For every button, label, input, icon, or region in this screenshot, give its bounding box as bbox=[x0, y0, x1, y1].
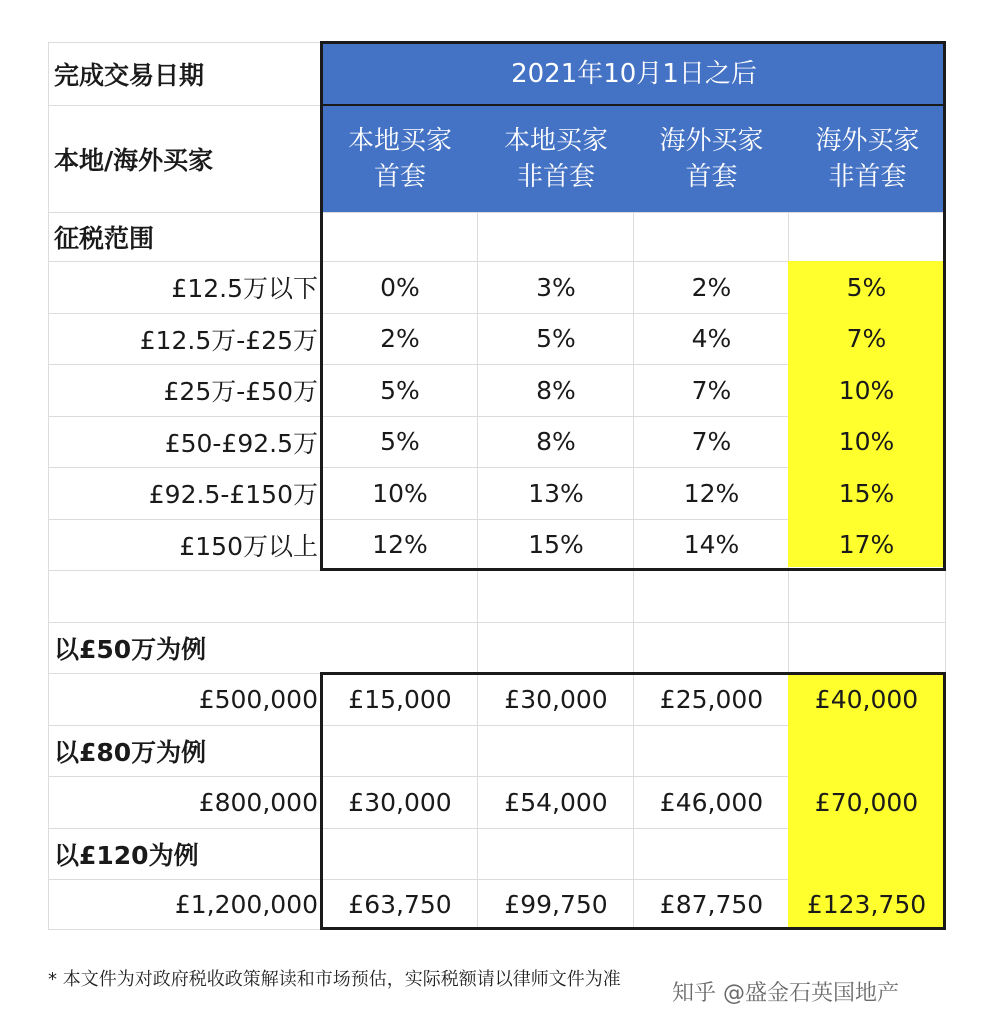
rate-cell: 14% bbox=[683, 530, 740, 559]
rate-cell: 15% bbox=[838, 478, 895, 508]
example-price: £800,000 bbox=[198, 787, 318, 817]
date-label: 完成交易日期 bbox=[54, 60, 205, 90]
rate-cell: 10% bbox=[838, 375, 895, 405]
rate-cell: 15% bbox=[528, 530, 584, 559]
footnote: * 本文件为对政府税收政策解读和市场预估，实际税额请以律师文件为准 bbox=[48, 969, 621, 990]
example-price: £500,000 bbox=[198, 684, 318, 714]
zhihu-watermark: 知乎 @盛金石英国地产 bbox=[672, 981, 899, 1006]
example-title: 以£50万为例 bbox=[54, 634, 207, 664]
buyer-type-header-2: 本地买家 非首套 bbox=[478, 105, 634, 212]
bracket-range: £150万以上 bbox=[179, 531, 318, 561]
buyer-type-header-1: 本地买家 首套 bbox=[322, 105, 478, 212]
rate-cell: 7% bbox=[691, 375, 732, 405]
rate-cell: 12% bbox=[683, 478, 740, 508]
rate-cell: 10% bbox=[372, 478, 428, 508]
rate-cell: 5% bbox=[846, 272, 887, 302]
tax-cell: £40,000 bbox=[814, 684, 919, 714]
buyer-type-header-3: 海外买家 首套 bbox=[634, 105, 789, 212]
rate-cell: 8% bbox=[536, 427, 576, 456]
date-value: 2021年10月1日之后 bbox=[511, 58, 757, 89]
rate-cell: 4% bbox=[691, 324, 732, 353]
tax-section-label: 征税范围 bbox=[54, 223, 155, 253]
stamp-duty-table bbox=[48, 42, 946, 930]
rate-cell: 5% bbox=[380, 427, 420, 456]
tax-cell: £87,750 bbox=[659, 889, 764, 919]
bracket-range: £50-£92.5万 bbox=[164, 428, 318, 458]
header-divider bbox=[322, 104, 944, 106]
tax-cell: £25,000 bbox=[659, 684, 764, 714]
tax-cell: £54,000 bbox=[504, 787, 608, 817]
tax-cell: £15,000 bbox=[348, 684, 452, 714]
bracket-range: £12.5万以下 bbox=[171, 274, 318, 303]
date-header bbox=[322, 42, 946, 105]
tax-cell: £70,000 bbox=[814, 787, 919, 817]
bracket-range: £12.5万-£25万 bbox=[139, 325, 318, 355]
example-title: 以£120为例 bbox=[54, 840, 199, 870]
rate-cell: 2% bbox=[380, 324, 420, 353]
rate-cell: 5% bbox=[380, 375, 420, 405]
rate-cell: 0% bbox=[380, 272, 420, 302]
tax-cell: £99,750 bbox=[504, 889, 608, 919]
tax-cell: £63,750 bbox=[348, 889, 452, 919]
rate-cell: 7% bbox=[846, 324, 887, 353]
tax-cell: £123,750 bbox=[806, 889, 927, 919]
rate-cell: 13% bbox=[528, 478, 584, 508]
rate-cell: 5% bbox=[536, 324, 576, 353]
tax-cell: £46,000 bbox=[659, 787, 764, 817]
example-price: £1,200,000 bbox=[174, 889, 318, 919]
buyer-type-header-4: 海外买家 非首套 bbox=[789, 105, 946, 212]
rate-cell: 10% bbox=[838, 427, 895, 456]
rate-cell: 7% bbox=[691, 427, 732, 456]
rate-cell: 8% bbox=[536, 375, 576, 405]
rate-cell: 2% bbox=[691, 272, 732, 302]
bracket-range: £92.5-£150万 bbox=[148, 480, 318, 509]
rate-cell: 12% bbox=[372, 530, 428, 559]
bracket-range: £25万-£50万 bbox=[163, 377, 318, 406]
tax-cell: £30,000 bbox=[348, 787, 452, 817]
tax-cell: £30,000 bbox=[504, 684, 608, 714]
rate-cell: 17% bbox=[838, 530, 895, 559]
buyer-label: 本地/海外买家 bbox=[54, 145, 214, 175]
example-title: 以£80万为例 bbox=[54, 737, 207, 767]
rate-cell: 3% bbox=[536, 272, 576, 302]
